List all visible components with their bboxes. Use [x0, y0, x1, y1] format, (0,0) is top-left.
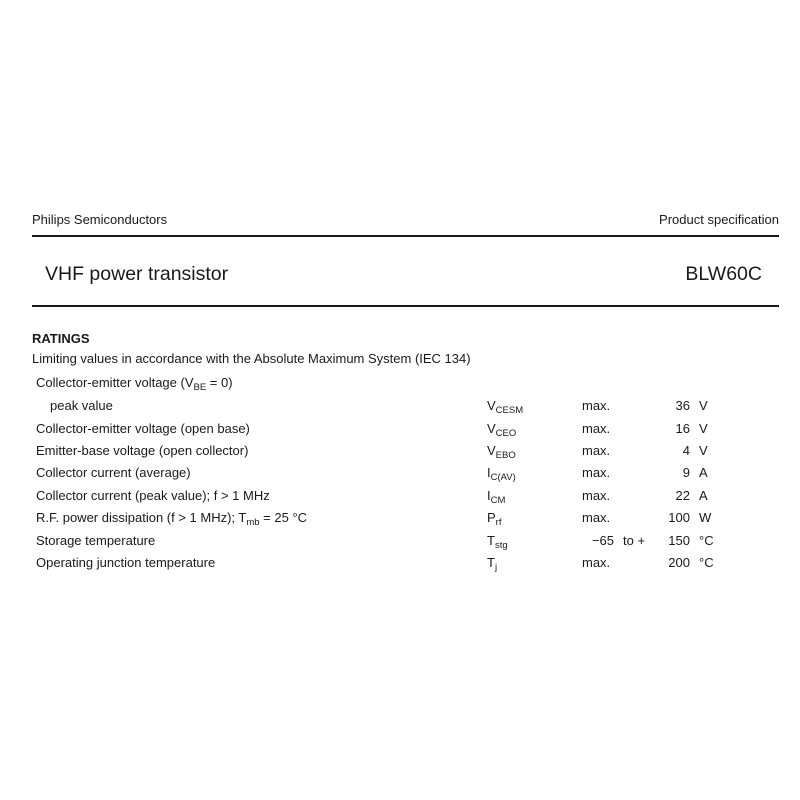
row-unit: V	[699, 443, 708, 458]
row-description: R.F. power dissipation (f > 1 MHz); $T_{mb} = 25$ °C	[36, 510, 308, 528]
row-description: Operating junction temperature	[36, 555, 216, 570]
row-symbol: $T_{stg}$	[487, 533, 508, 551]
row-symbol: $I_{CM}$	[487, 488, 506, 506]
table-row	[0, 465, 800, 487]
document-title: VHF power transistor	[45, 263, 229, 285]
group-label-text: Collector-emitter voltage $(V_{BE} = 0)$	[36, 375, 233, 393]
row-value: 200	[668, 555, 690, 570]
row-qualifier: max.	[582, 443, 611, 458]
row-unit: V	[699, 421, 708, 436]
row-description: Collector current (average)	[36, 465, 191, 480]
row-qualifier: max.	[582, 421, 611, 436]
row-symbol: $P_{rf}$	[487, 510, 502, 528]
row-description: Collector current (peak value); f > 1 MHz	[36, 488, 270, 503]
row-value: 100	[668, 510, 690, 525]
table-row	[0, 555, 800, 577]
row-qualifier: max.	[582, 555, 611, 570]
row-value: 4	[682, 443, 690, 458]
row-value: 16	[675, 421, 690, 436]
table-row	[0, 443, 800, 465]
row-qualifier: max.	[582, 488, 611, 503]
row-description: Emitter-base voltage (open collector)	[36, 443, 249, 458]
row-unit: A	[699, 465, 708, 480]
row-range-separator: to +	[623, 533, 646, 548]
row-unit: W	[699, 510, 712, 525]
section-heading: RATINGS	[32, 331, 90, 346]
row-symbol: $T_j$	[487, 555, 498, 573]
section-intro: Limiting values in accordance with the Absolute Maximum System (IEC 134)	[32, 351, 471, 366]
row-unit: °C	[699, 533, 714, 548]
row-value: 36	[675, 398, 690, 413]
table-row	[0, 421, 800, 443]
row-value: 9	[682, 465, 690, 480]
row-min-value: −65	[591, 533, 614, 548]
row-symbol: $V_{EBO}$	[487, 443, 516, 461]
row-symbol: $V_{CESM}$	[487, 398, 524, 416]
row-value: 22	[675, 488, 690, 503]
row-unit: °C	[699, 555, 714, 570]
row-description: Storage temperature	[36, 533, 156, 548]
row-qualifier: max.	[582, 398, 611, 413]
row-symbol: $V_{CEO}$	[487, 421, 517, 439]
row-unit: V	[699, 398, 708, 413]
row-value: 150	[668, 533, 690, 548]
table-row	[0, 510, 800, 532]
row-unit: A	[699, 488, 708, 503]
row-description: peak value	[50, 398, 113, 413]
part-number: BLW60C	[685, 263, 762, 285]
row-symbol: $I_{C(AV)}$	[487, 465, 516, 483]
ratings-group-label	[0, 375, 800, 397]
header-rule	[32, 235, 779, 237]
company-name: Philips Semiconductors	[32, 212, 168, 227]
row-qualifier: max.	[582, 465, 611, 480]
table-row	[0, 533, 800, 555]
table-row	[0, 398, 800, 420]
table-row	[0, 488, 800, 510]
row-description: Collector-emitter voltage (open base)	[36, 421, 250, 436]
document-type: Product specification	[659, 212, 779, 227]
row-qualifier: max.	[582, 510, 611, 525]
title-rule	[32, 305, 779, 307]
